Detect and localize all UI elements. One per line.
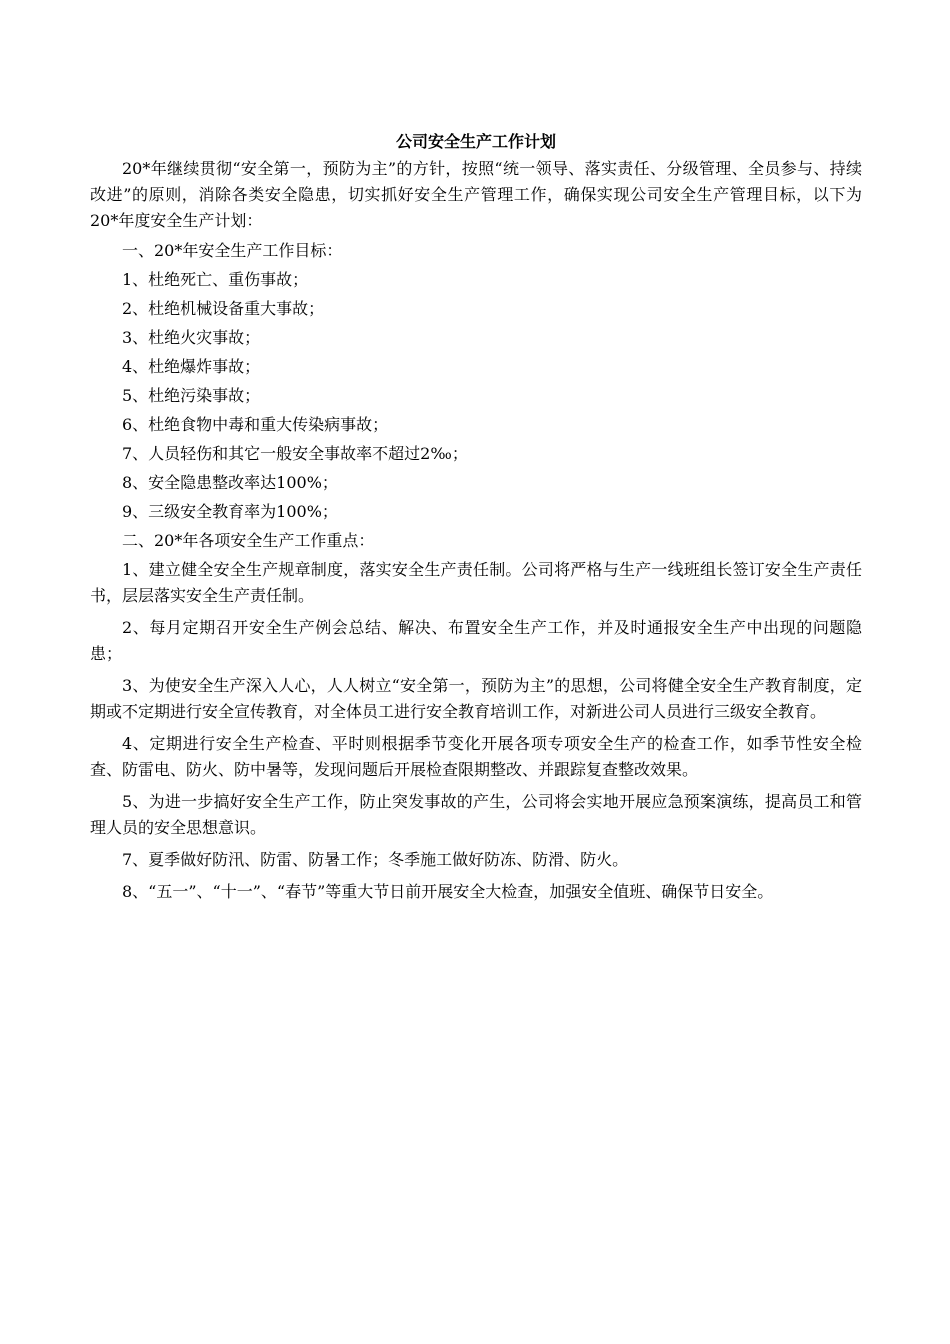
goal-item: 3、杜绝火灾事故；: [122, 328, 261, 347]
goal-item: 9、三级安全教育率为100%；: [122, 502, 338, 521]
intro-paragraph: 20*年继续贯彻“安全第一，预防为主”的方针，按照“统一领导、落实责任、分级管理、全员参与、持续改进”的原则，消除各类安全隐患，切实抓好安全生产管理工作，确保实现公司安全生产管理目标，以下为20*年度安全生产计划：: [90, 159, 862, 230]
section-heading-goals: 一、20*年安全生产工作目标：: [122, 241, 343, 260]
goal-item: 8、安全隐患整改率达100%；: [122, 473, 338, 492]
priority-paragraph: 4、定期进行安全生产检查、平时则根据季节变化开展各项专项安全生产的检查工作，如季节性安全检查、防雷电、防火、防中暑等，发现问题后开展检查限期整改、并跟踪复查整改效果。: [90, 734, 862, 779]
priority-paragraph: 3、为使安全生产深入人心，人人树立“安全第一，预防为主”的思想，公司将健全安全生产教育制度，定期或不定期进行安全宣传教育，对全体员工进行安全教育培训工作，对新进公司人员进行三级安全教育。: [90, 676, 862, 721]
goal-item: 7、人员轻伤和其它一般安全事故率不超过2‰；: [122, 444, 468, 463]
priority-paragraph: 7、夏季做好防汛、防雷、防暑工作；冬季施工做好防冻、防滑、防火。: [122, 850, 629, 869]
goal-item: 1、杜绝死亡、重伤事故；: [122, 270, 309, 289]
section-heading-priorities: 二、20*年各项安全生产工作重点：: [122, 531, 375, 550]
document-body: [90, 128, 862, 911]
priority-paragraph: 2、每月定期召开安全生产例会总结、解决、布置安全生产工作，并及时通报安全生产中出现的问题隐患；: [90, 618, 862, 663]
document-title: 公司安全生产工作计划: [395, 132, 556, 151]
priority-paragraph: 8、“五一”、“十一”、“春节”等重大节日前开展安全大检查，加强安全值班、确保节日安全。: [122, 882, 774, 901]
goal-item: 4、杜绝爆炸事故；: [122, 357, 261, 376]
goal-item: 2、杜绝机械设备重大事故；: [122, 299, 325, 318]
priority-paragraph: 1、建立健全安全生产规章制度，落实安全生产责任制。公司将严格与生产一线班组长签订安全生产责任书，层层落实安全生产责任制。: [90, 560, 862, 605]
goal-item: 6、杜绝食物中毒和重大传染病事故；: [122, 415, 389, 434]
goal-item: 5、杜绝污染事故；: [122, 386, 261, 405]
priority-paragraph: 5、为进一步搞好安全生产工作，防止突发事故的产生，公司将会实地开展应急预案演练，提高员工和管理人员的安全思想意识。: [90, 792, 862, 837]
